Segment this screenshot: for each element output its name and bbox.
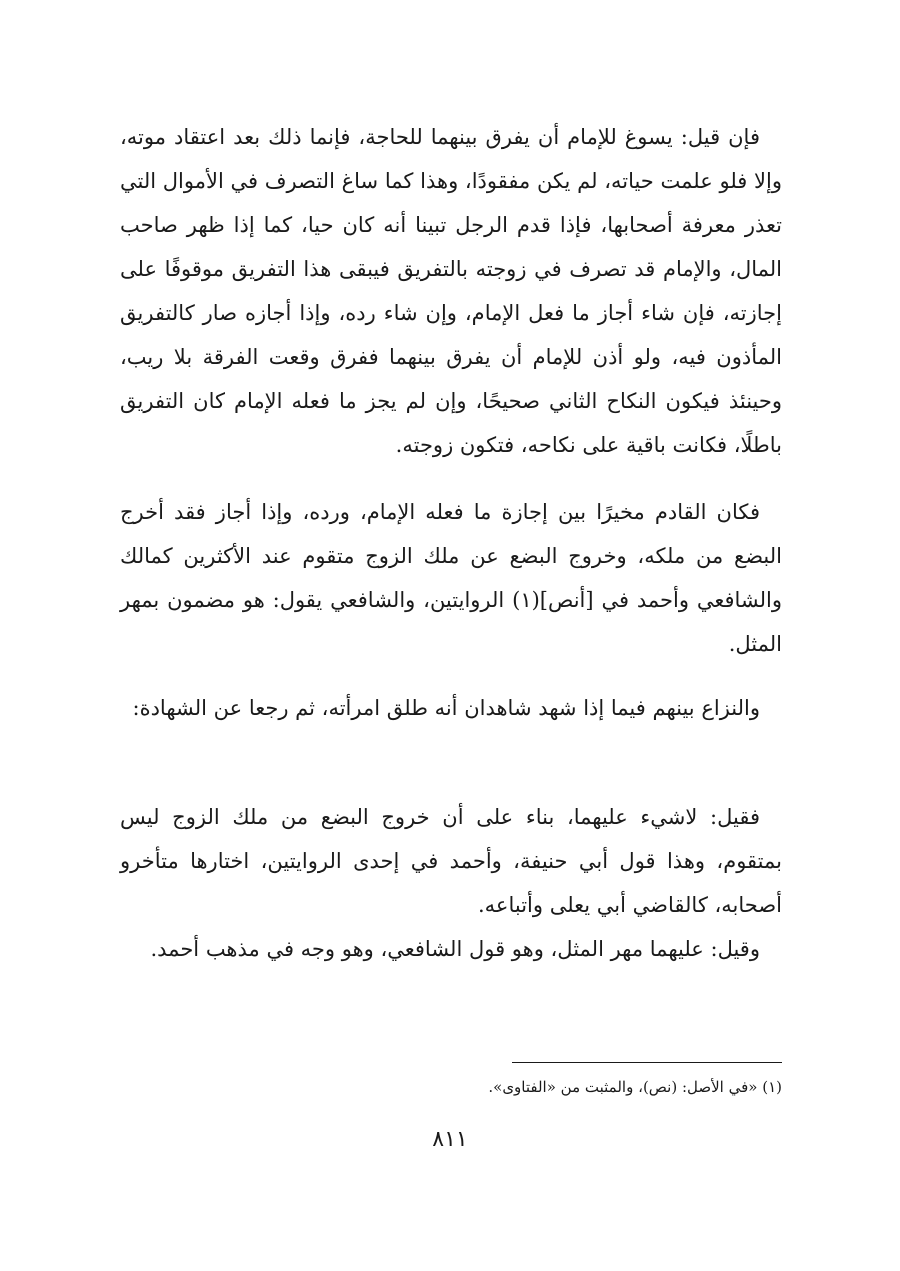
footnote: (١) «في الأصل: (نص)، والمثبت من «الفتاوى». — [488, 1078, 782, 1096]
paragraph-text: فقيل: لاشيء عليهما، بناء على أن خروج البضع من ملك الزوج ليس بمتقوم، وهذا قول أبي حنيفة، وأحمد في إحدى الروايتين، اختارها متأخرو أصحابه، كالقاضي أبي يعلى وأتباعه. — [120, 805, 782, 917]
paragraph-1 — [120, 115, 782, 467]
page-number: ٨١١ — [432, 1127, 468, 1152]
paragraph-text: وقيل: عليهما مهر المثل، وهو قول الشافعي، وهو وجه في مذهب أحمد. — [150, 937, 760, 961]
paragraph-5 — [120, 927, 782, 971]
footnote-divider — [512, 1062, 782, 1063]
paragraph-2 — [120, 490, 782, 666]
paragraph-text: فإن قيل: يسوغ للإمام أن يفرق بينهما للحاجة، فإنما ذلك بعد اعتقاد موته، وإلا فلو علمت حياته، لم يكن مفقودًا، وهذا كما ساغ التصرف في الأموال التي تعذر معرفة أصحابها، فإذا قدم الرجل تبينا أنه كان حيا، كما إذا ظهر صاحب المال، والإمام قد تصرف في زوجته بالتفريق فيبقى هذا التفريق موقوفًا على إجازته، فإن شاء أجاز ما فعل الإمام، وإن شاء رده، وإذا أجازه صار كالتفريق المأذون فيه، ولو أذن للإمام أن يفرق بينهما ففرق وقعت الفرقة بلا ريب، وحينئذ فيكون النكاح الثاني صحيحًا، وإن لم يجز ما فعله الإمام كان التفريق باطلًا، فكانت باقية على نكاحه، فتكون زوجته. — [120, 125, 782, 457]
paragraph-text: فكان القادم مخيرًا بين إجازة ما فعله الإمام، ورده، وإذا أجاز فقد أخرج البضع من ملكه، وخروج البضع عن ملك الزوج متقوم عند الأكثرين كمالك والشافعي وأحمد في [أنص](١) الروايتين، والشافعي يقول: هو مضمون بمهر المثل. — [120, 500, 782, 656]
paragraph-3 — [120, 686, 782, 730]
paragraph-4 — [120, 795, 782, 927]
paragraph-text: والنزاع بينهم فيما إذا شهد شاهدان أنه طلق امرأته، ثم رجعا عن الشهادة: — [132, 696, 760, 720]
